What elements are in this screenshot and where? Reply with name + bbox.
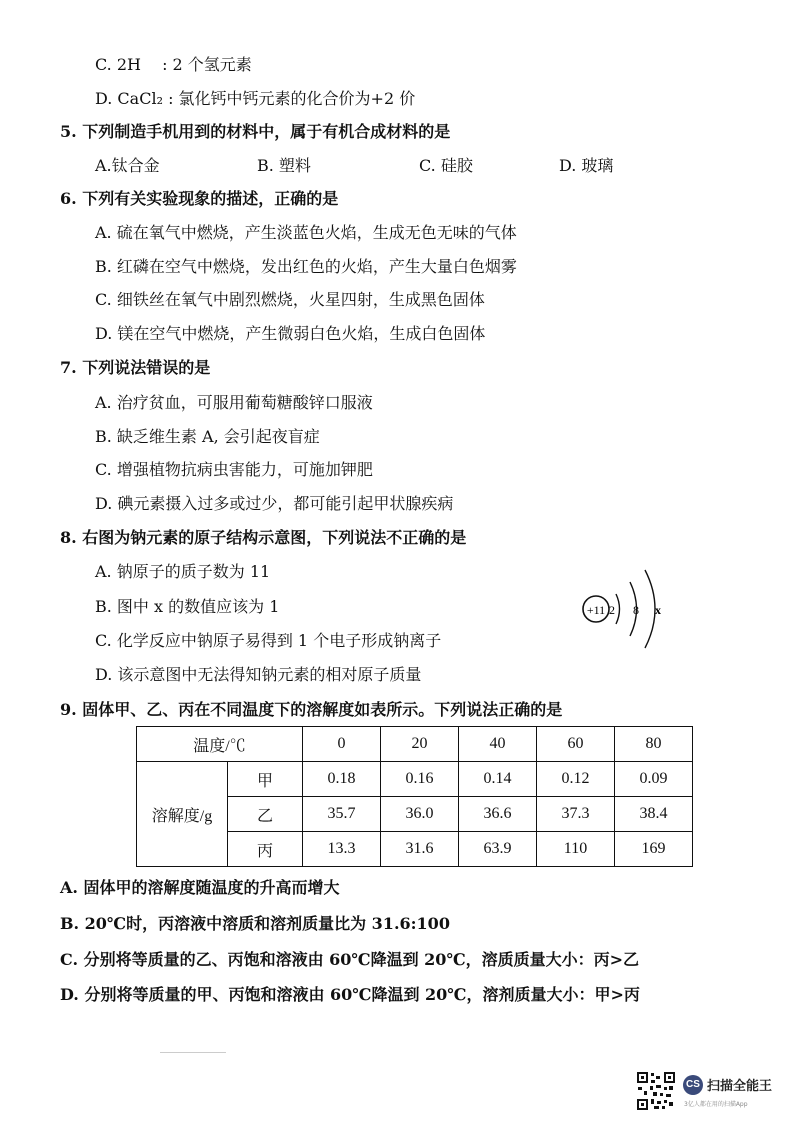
table-cell: 0.09	[615, 762, 693, 797]
table-cell: 13.3	[303, 832, 381, 867]
solubility-table	[136, 726, 693, 867]
shell-3-count: x	[655, 603, 661, 617]
shell-2-count: 8	[633, 603, 639, 617]
q8-option-a: A. 钠原子的质子数为 11	[95, 562, 271, 581]
q5-stem: 5. 下列制造手机用到的材料中，属于有机合成材料的是	[60, 122, 451, 141]
q8-option-b: B. 图中 x 的数值应该为 1	[95, 597, 280, 616]
substance-name: 丙	[228, 832, 303, 867]
q7-option-a: A. 治疗贫血，可服用葡萄糖酸锌口服液	[95, 393, 373, 412]
qr-code-icon	[636, 1071, 676, 1111]
sodium-atom-diagram	[572, 560, 682, 670]
q7-option-c: C. 增强植物抗病虫害能力，可施加钾肥	[95, 460, 373, 479]
row-group-label: 溶解度/g	[137, 762, 228, 867]
q5-option-c: C. 硅胶	[419, 156, 473, 175]
q6-option-c: C. 细铁丝在氧气中剧烈燃烧，火星四射，生成黑色固体	[95, 290, 485, 309]
electron-shell-1	[616, 594, 620, 624]
q6-option-d: D. 镁在空气中燃烧，产生微弱白色火焰，生成白色固体	[95, 324, 486, 343]
q9-option-b: B. 20℃时，丙溶液中溶质和溶剂质量比为 31.6:100	[60, 914, 450, 933]
q5-choices	[95, 156, 655, 176]
header-temp-cell: 0	[303, 727, 381, 762]
page-divider	[160, 1052, 226, 1053]
camscanner-logo-icon: CS	[683, 1075, 703, 1095]
table-cell: 31.6	[381, 832, 459, 867]
q4-option-c: C. 2H : 2 个氢元素	[95, 55, 252, 74]
q5-option-b: B. 塑料	[257, 156, 311, 175]
q6-stem: 6. 下列有关实验现象的描述，正确的是	[60, 189, 339, 208]
q6-option-a: A. 硫在氧气中燃烧，产生淡蓝色火焰，生成无色无味的气体	[95, 223, 517, 242]
q9-stem: 9. 固体甲、乙、丙在不同温度下的溶解度如表所示。下列说法正确的是	[60, 700, 563, 719]
shell-1-count: 2	[609, 603, 615, 617]
nucleus-charge: +11	[586, 603, 606, 617]
q4-option-d: D. CaCl₂ : 氯化钙中钙元素的化合价为+2 价	[95, 89, 416, 108]
table-cell: 35.7	[303, 797, 381, 832]
q8-option-c: C. 化学反应中钠原子易得到 1 个电子形成钠离子	[95, 631, 442, 650]
q5-option-d: D. 玻璃	[559, 156, 614, 175]
q9-option-d: D. 分别将等质量的甲、丙饱和溶液由 60℃降温到 20℃，溶剂质量大小：甲>丙	[60, 985, 640, 1004]
substance-name: 甲	[228, 762, 303, 797]
header-temp-cell: 40	[459, 727, 537, 762]
table-cell: 169	[615, 832, 693, 867]
table-cell: 110	[537, 832, 615, 867]
header-temperature-label: 温度/℃	[137, 727, 303, 762]
header-temp-cell: 60	[537, 727, 615, 762]
table-cell: 0.18	[303, 762, 381, 797]
header-temp-cell: 80	[615, 727, 693, 762]
substance-name: 乙	[228, 797, 303, 832]
table-cell: 0.14	[459, 762, 537, 797]
table-cell: 38.4	[615, 797, 693, 832]
scanner-brand-name: 扫描全能王	[707, 1079, 773, 1094]
q7-option-b: B. 缺乏维生素 A, 会引起夜盲症	[95, 427, 320, 446]
table-cell: 0.12	[537, 762, 615, 797]
q8-option-d: D. 该示意图中无法得知钠元素的相对原子质量	[95, 665, 422, 684]
table-cell: 36.6	[459, 797, 537, 832]
table-row	[137, 762, 693, 797]
q7-stem: 7. 下列说法错误的是	[60, 358, 211, 377]
header-temp-cell: 20	[381, 727, 459, 762]
q6-option-b: B. 红磷在空气中燃烧，发出红色的火焰，产生大量白色烟雾	[95, 257, 517, 276]
q5-option-a: A.钛合金	[95, 156, 160, 175]
electron-shell-3	[645, 570, 655, 648]
q7-option-d: D. 碘元素摄入过多或过少，都可能引起甲状腺疾病	[95, 494, 454, 513]
table-cell: 37.3	[537, 797, 615, 832]
q9-option-c: C. 分别将等质量的乙、丙饱和溶液由 60℃降温到 20℃，溶质质量大小：丙>乙	[60, 950, 640, 969]
table-cell: 0.16	[381, 762, 459, 797]
scanner-brand-tagline: 3亿人都在用的扫描App	[684, 1101, 748, 1108]
table-cell: 36.0	[381, 797, 459, 832]
table-header-row	[137, 727, 693, 762]
q9-option-a: A. 固体甲的溶解度随温度的升高而增大	[60, 878, 340, 897]
table-cell: 63.9	[459, 832, 537, 867]
q8-stem: 8. 右图为钠元素的原子结构示意图，下列说法不正确的是	[60, 528, 467, 547]
